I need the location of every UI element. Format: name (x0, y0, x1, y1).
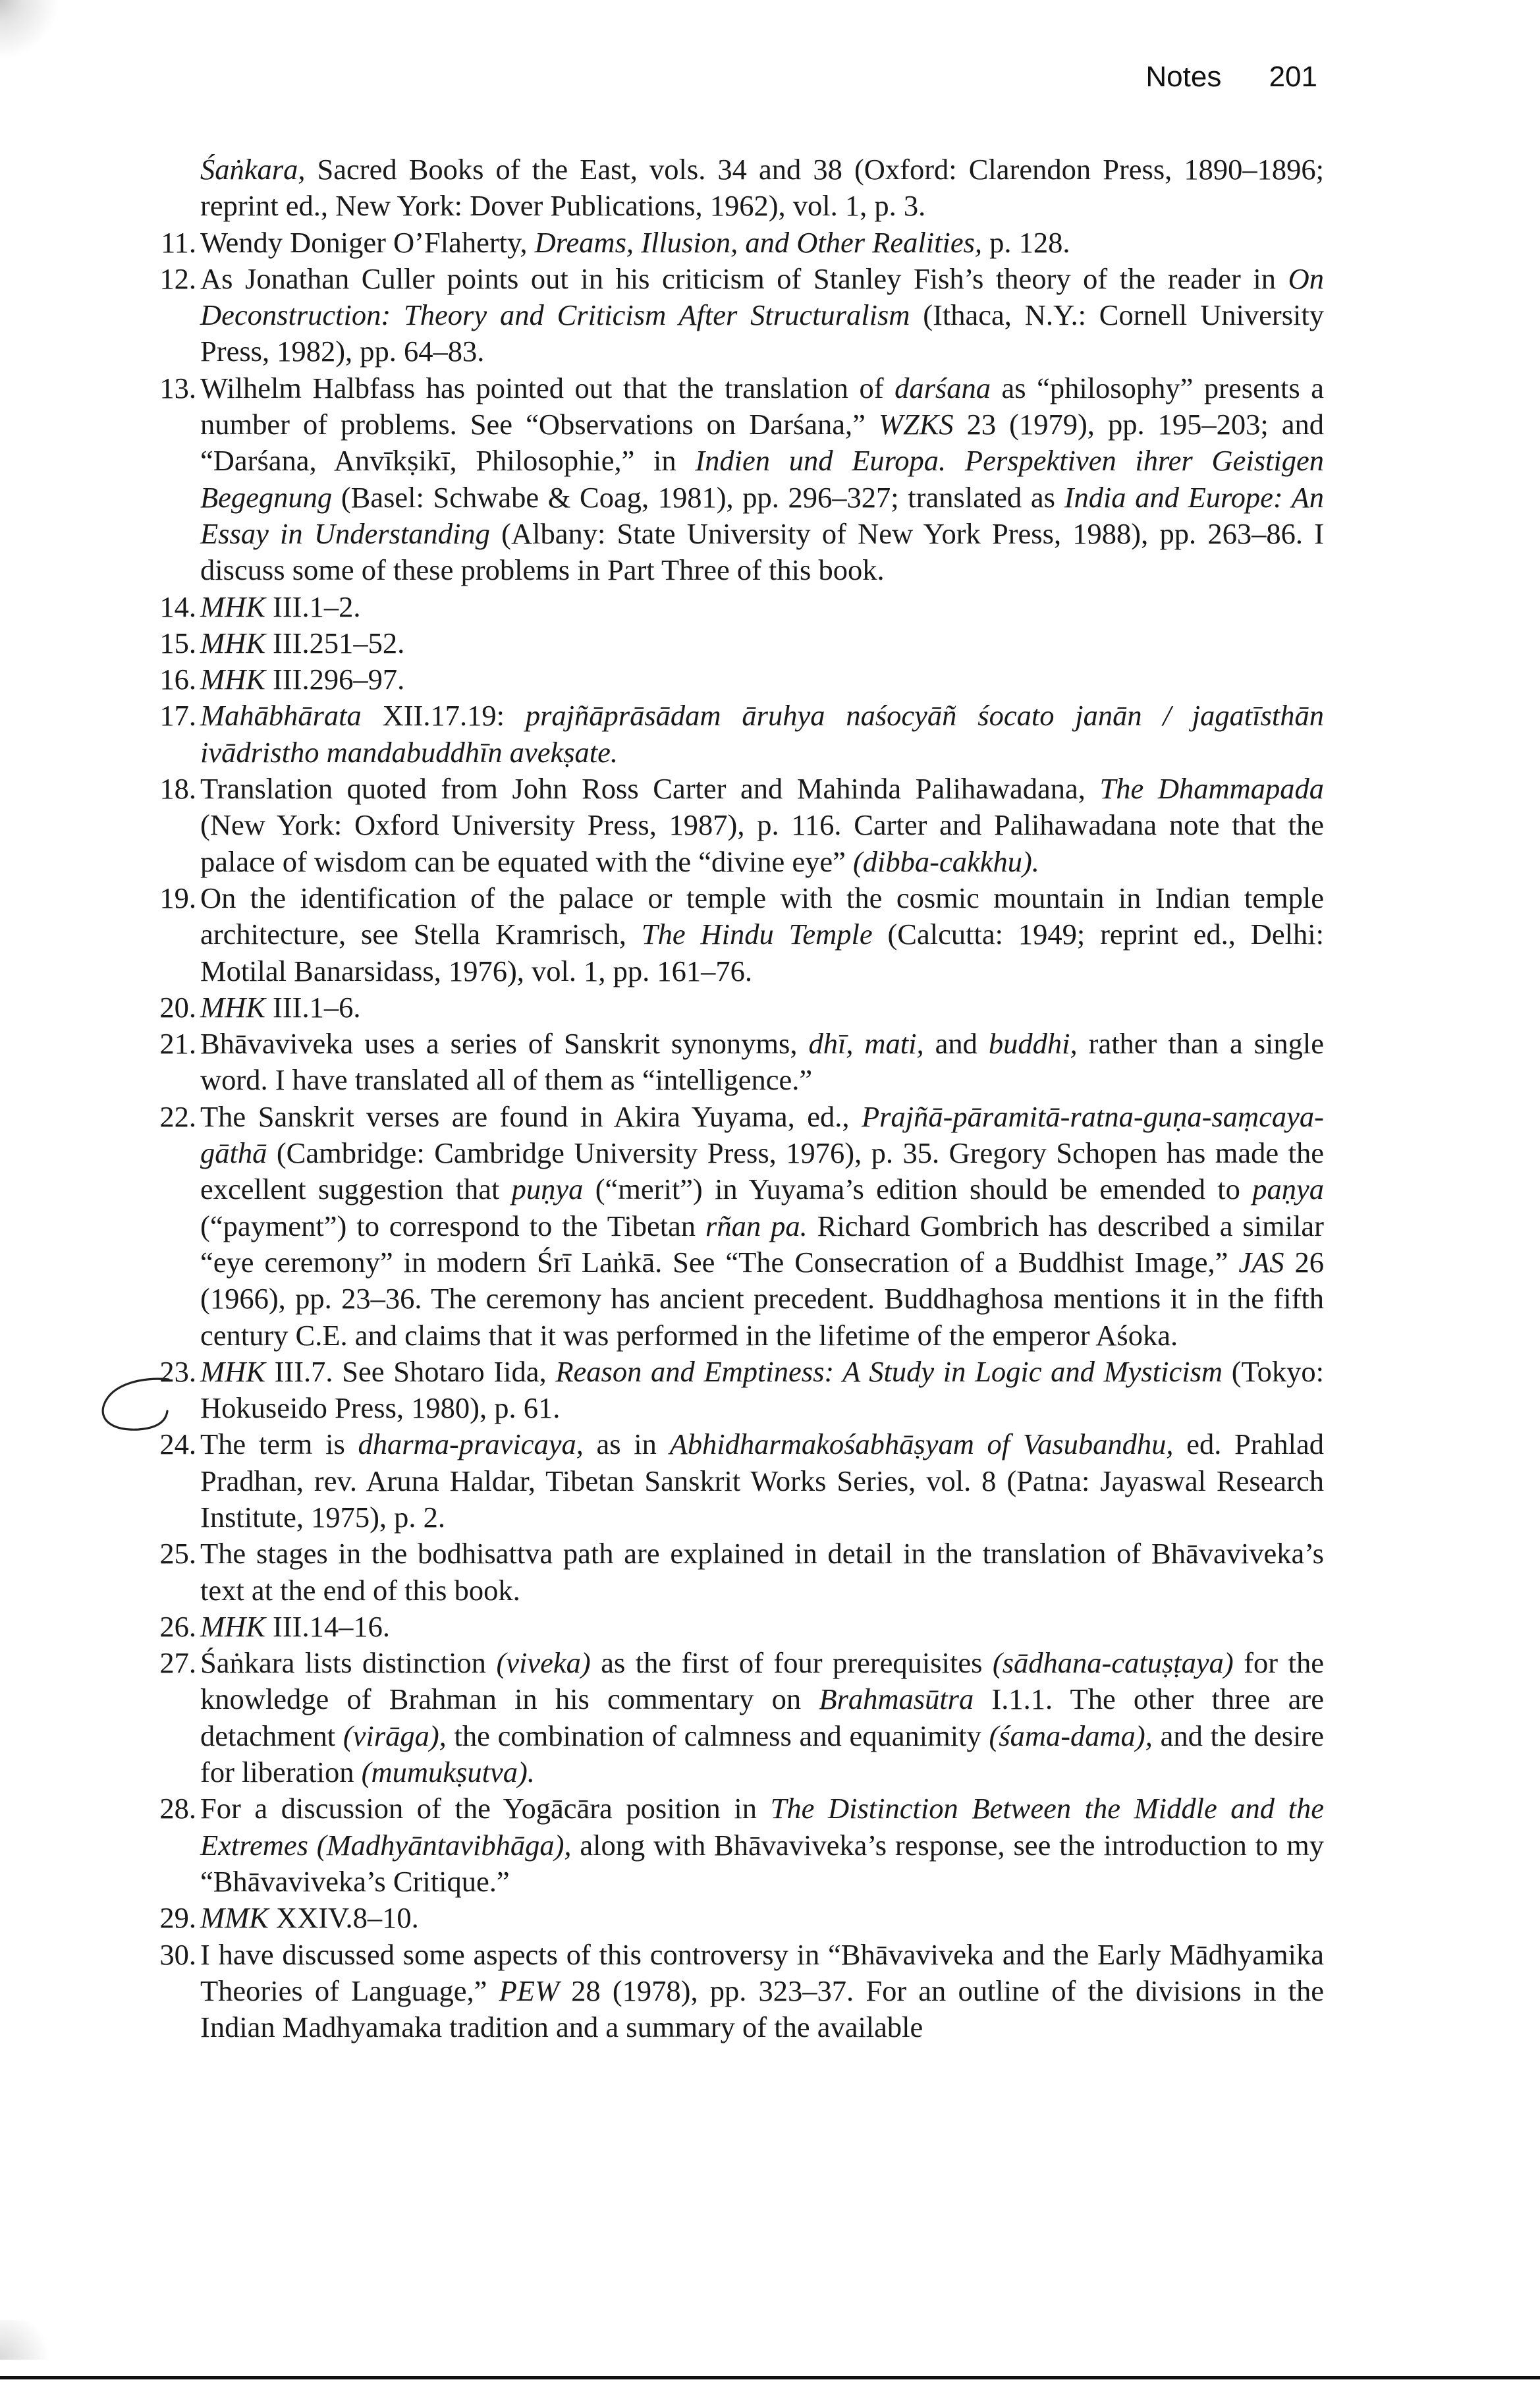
note-number: 15. (159, 626, 196, 659)
note-text: Wilhelm Halbfass has pointed out that the translation of darśana as “philosophy” presents a number of problems. See “Observations on Darśana,” WZKS 23 (1979), pp. 195–203; and “Darśana, Anvīkṣikī, Philosophie,” in Indien und Europa. Perspektiven ihrer Geistigen Begegnung (Basel: Schwabe & Coag, 1981), pp. 296–327; translated as India and Europe: An Essay in Understanding (Albany: State University of New York Press, 1988), pp. 263–86. I discuss some of these problems in Part Three of this book. (200, 371, 1325, 587)
note-number: 23. (159, 1354, 196, 1388)
scan-smudge-bottom (0, 2320, 59, 2360)
note-item (159, 1354, 1325, 1427)
note-item (159, 1026, 1324, 1099)
note-number: 28. (159, 1792, 196, 1825)
note-number: 21. (159, 1027, 196, 1061)
note-item (159, 880, 1325, 989)
note-number: 30. (159, 1937, 196, 1971)
note-item (159, 661, 1324, 698)
note-item (159, 1609, 1324, 1645)
note-text: MHK III.14–16. (200, 1609, 390, 1643)
note-item (159, 1900, 1324, 1936)
notes-list (159, 152, 1325, 2045)
note-number: 25. (159, 1537, 196, 1570)
note-item (159, 1937, 1324, 2046)
note-number: 12. (159, 262, 196, 295)
note-text: MHK III.1–2. (200, 590, 361, 623)
note-text: The stages in the bodhisattva path are explained in detail in the translation of Bhāvaviveka’s text at the end of this book. (200, 1537, 1324, 1607)
note-text: Śaṅkara lists distinction (viveka) as the first of four prerequisites (sādhana-catuṣṭaya) for the knowledge of Brahman in his commentary on Brahmasūtra I.1.1. The other three are detachment (virāga), the combination of calmness and equanimity (śama-dama), and the desire for liberation (mumukṣutva). (200, 1646, 1324, 1789)
note-item (159, 625, 1324, 661)
note-item (159, 1426, 1324, 1536)
note-number: 20. (159, 990, 196, 1024)
note-text: Mahābhārata XII.17.19: prajñāprāsādam āruhya naśocyāñ śocato janān / jagatīsthān ivādristho mandabuddhīn avekṣate. (200, 699, 1325, 769)
page-number: 201 (1269, 61, 1317, 93)
note-number: 13. (159, 371, 196, 404)
note-item (159, 589, 1324, 625)
note-number: 11. (161, 225, 196, 259)
note-item (159, 261, 1324, 370)
note-text: The term is dharma-pravicaya, as in Abhidharmakośabhāṣyam of Vasubandhu, ed. Prahlad Pradhan, rev. Aruna Haldar, Tibetan Sanskrit Works Series, vol. 8 (Patna: Jayaswal Research Institute, 1975), p. 2. (200, 1428, 1324, 1534)
note-text: As Jonathan Culler points out in his criticism of Stanley Fish’s theory of the reader in On Deconstruction: Theory and Criticism After Structuralism (Ithaca, N.Y.: Cornell University Press, 1982), pp. 64–83. (200, 262, 1324, 368)
note-item (159, 1099, 1325, 1354)
note-item (177, 152, 1324, 225)
note-text: For a discussion of the Yogācāra position in The Distinction Between the Middle and the Extremes (Madhyāntavibhāga), along with Bhāvaviveka’s response, see the introduction to my “Bhāvaviveka’s Critique.” (200, 1792, 1325, 1898)
scan-smudge-top (0, 0, 59, 59)
note-item (161, 225, 1324, 261)
note-item (159, 1536, 1324, 1609)
note-number: 29. (159, 1901, 196, 1935)
running-head-title: Notes (1145, 61, 1222, 93)
note-number: 26. (159, 1609, 196, 1643)
note-text: I have discussed some aspects of this controversy in “Bhāvaviveka and the Early Mādhyamika Theories of Language,” PEW 28 (1978), pp. 323–37. For an outline of the divisions in the Indian Madhyamaka tradition and a summary of the available (200, 1937, 1324, 2044)
note-number: 16. (159, 663, 196, 696)
note-item (159, 1645, 1324, 1790)
note-text: Translation quoted from John Ross Carter and Mahinda Palihawadana, The Dhammapada (New York: Oxford University Press, 1987), p. 116. Carter and Palihawadana note that the palace of wisdom can be equated with the “divine eye” (dibba-cakkhu). (200, 772, 1324, 878)
note-text: The Sanskrit verses are found in Akira Yuyama, ed., Prajñā-pāramitā-ratna-guṇa-saṃcaya-gāthā (Cambridge: Cambridge University Press, 1976), p. 35. Gregory Schopen has made the excellent suggestion that puṇya (“merit”) in Yuyama’s edition should be emended to paṇya (“payment”) to correspond to the Tibetan rñan pa. Richard Gombrich has described a similar “eye ceremony” in modern Śrī Laṅkā. See “The Consecration of a Buddhist Image,” JAS 26 (1966), pp. 23–36. The ceremony has ancient precedent. Buddhaghosa mentions it in the fifth century C.E. and claims that it was performed in the lifetime of the emperor Aśoka. (200, 1099, 1325, 1352)
note-number: 24. (159, 1428, 196, 1461)
note-text: MHK III.251–52. (200, 626, 405, 659)
note-text: Śaṅkara, Sacred Books of the East, vols. 34 and 38 (Oxford: Clarendon Press, 1890–1896; reprint ed., New York: Dover Publications, 1962), vol. 1, p. 3. (200, 153, 1324, 223)
note-text: On the identification of the palace or temple with the cosmic mountain in Indian temple architecture, see Stella Kramrisch, The Hindu Temple (Calcutta: 1949; reprint ed., Delhi: Motilal Banarsidass, 1976), vol. 1, pp. 161–76. (200, 881, 1325, 987)
bottom-rule (0, 2376, 1540, 2379)
note-text: MMK XXIV.8–10. (200, 1901, 419, 1935)
note-number: 18. (159, 772, 196, 806)
note-number: 22. (159, 1099, 196, 1133)
note-text: MHK III.7. See Shotaro Iida, Reason and Emptiness: A Study in Logic and Mysticism (Tokyo: Hokuseido Press, 1980), p. 61. (200, 1354, 1325, 1425)
note-number: 27. (159, 1646, 196, 1680)
note-number: 19. (159, 881, 196, 914)
note-text: MHK III.296–97. (200, 663, 405, 696)
note-text: Wendy Doniger O’Flaherty, Dreams, Illusion, and Other Realities, p. 128. (200, 225, 1070, 259)
running-head (1145, 61, 1317, 94)
note-item (159, 370, 1325, 589)
note-item (159, 1790, 1325, 1900)
note-item (159, 771, 1324, 880)
note-number: 17. (159, 699, 196, 733)
note-text: Bhāvaviveka uses a series of Sanskrit synonyms, dhī, mati, and buddhi, rather than a single word. I have translated all of them as “intelligence.” (200, 1027, 1324, 1097)
note-text: MHK III.1–6. (200, 990, 361, 1024)
note-number: 14. (159, 590, 196, 623)
note-item (159, 698, 1325, 771)
note-item (159, 989, 1324, 1026)
